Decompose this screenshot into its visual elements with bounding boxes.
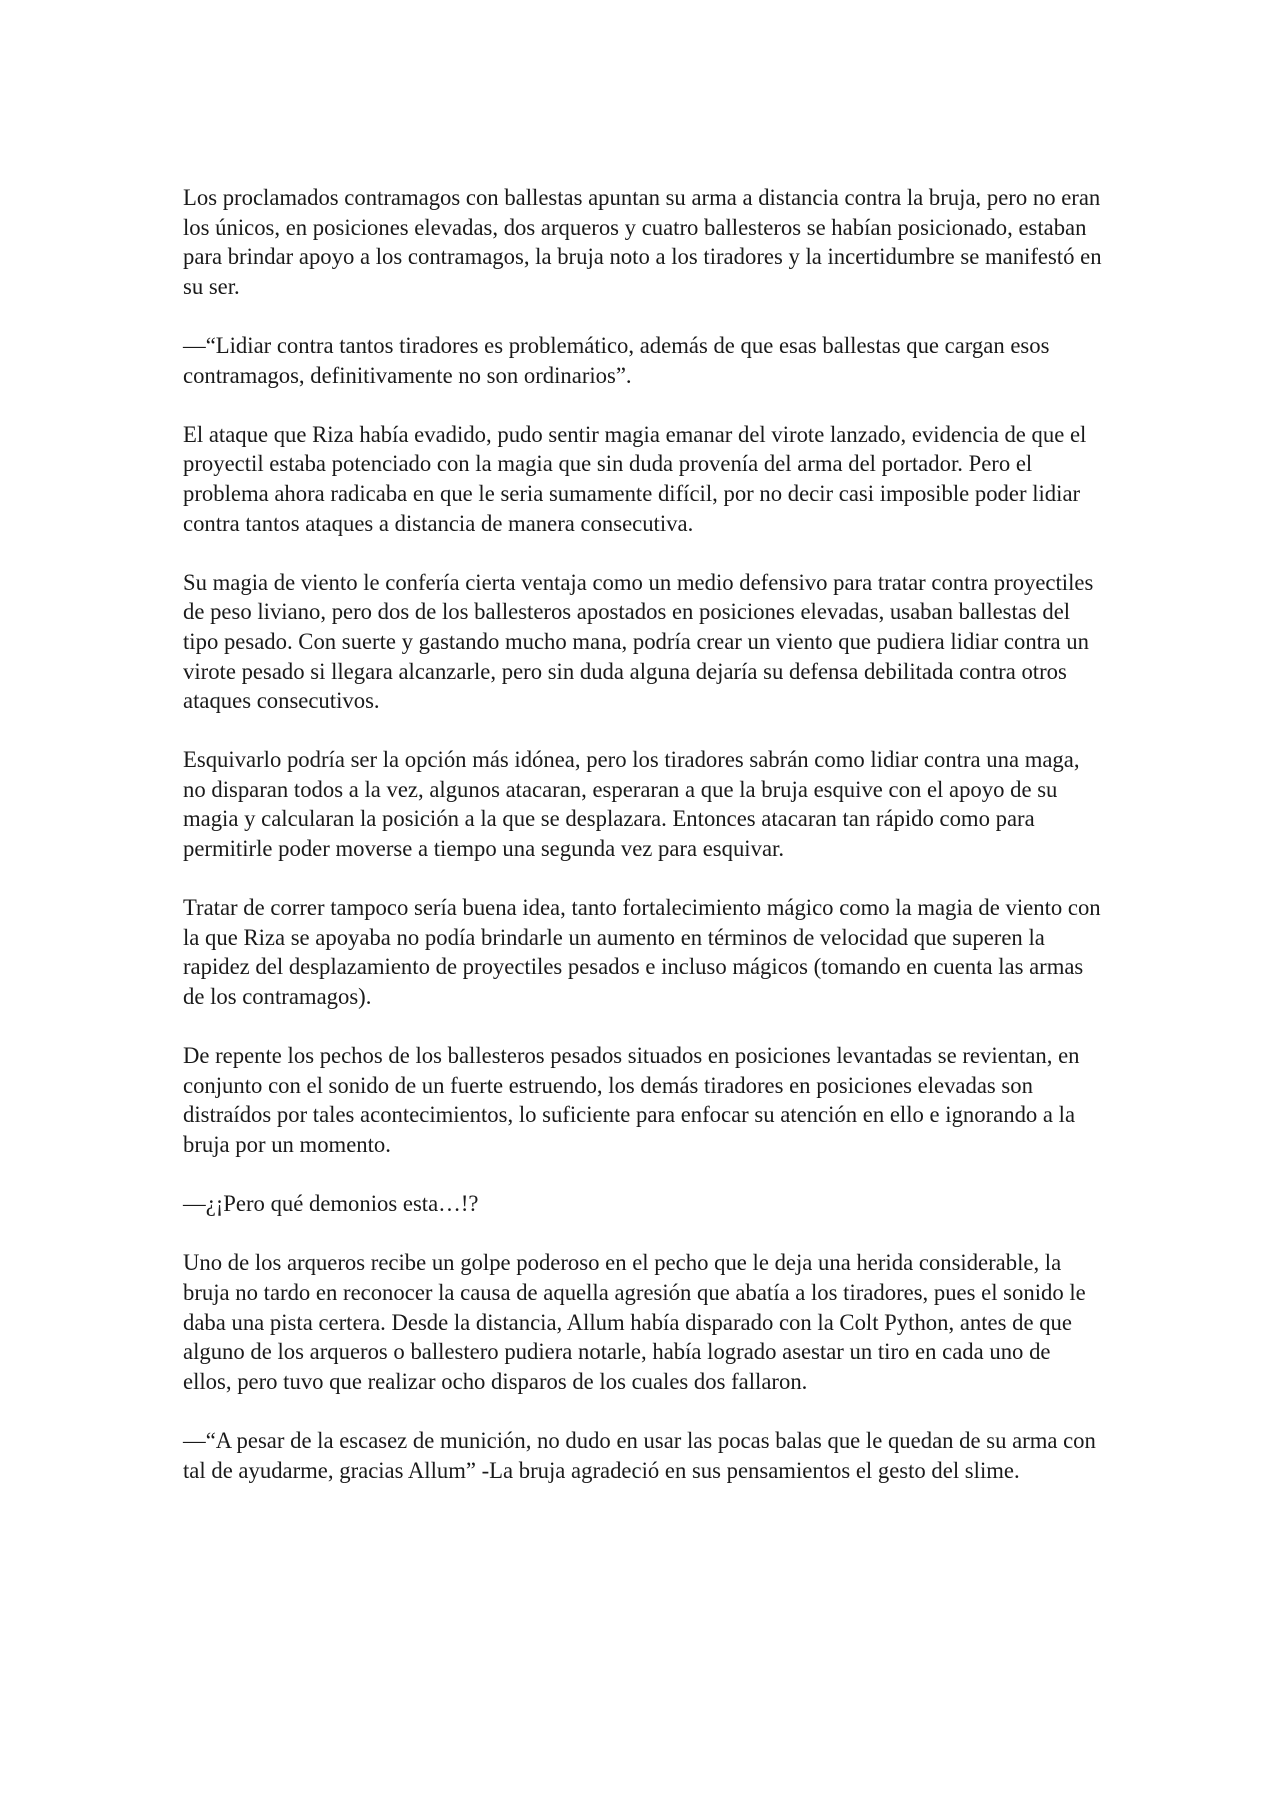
paragraph-1: Los proclamados contramagos con ballestas apuntan su arma a distancia contra la bruja, pero no eran los únicos, en posiciones elevadas, dos arqueros y cuatro ballesteros se habían posicionado, estaban para brindar apoyo a los contramagos, la bruja noto a los tiradores y la incertidumbre se manifestó en su ser. [183,185,1102,299]
paragraph-2: —“Lidiar contra tantos tiradores es problemático, además de que esas ballestas que cargan esos contramagos, definitivamente no son ordinarios”. [183,332,1050,388]
document-body [183,183,1103,1515]
paragraph-4: Su magia de viento le confería cierta ventaja como un medio defensivo para tratar contra proyectiles de peso liviano, pero dos de los ballesteros apostados en posiciones elevadas, usaban ballestas del tipo pesado. Con suerte y gastando mucho mana, podría crear un viento que pudiera lidiar contra un virote pesado si llegara alcanzarle, pero sin duda alguna dejaría su defensa debilitada contra otros ataques consecutivos. [183,569,1094,714]
paragraph-10: —“A pesar de la escasez de munición, no dudo en usar las pocas balas que le quedan de su arma con tal de ayudarme, gracias Allum” -La bruja agradeció en sus pensamientos el gesto del slime. [183,1427,1096,1483]
paragraph-3: El ataque que Riza había evadido, pudo sentir magia emanar del virote lanzado, evidencia de que el proyectil estaba potenciado con la magia que sin duda provenía del arma del portador. Pero el problema ahora radicaba en que le seria sumamente difícil, por no decir casi imposible poder lidiar contra tantos ataques a distancia de manera consecutiva. [183,421,1087,536]
paragraph-7: De repente los pechos de los ballesteros pesados situados en posiciones levantadas se revientan, en conjunto con el sonido de un fuerte estruendo, los demás tiradores en posiciones elevadas son distraídos por tales acontecimientos, lo suficiente para enfocar su atención en ello e ignorando a la bruja por un momento. [183,1043,1080,1157]
paragraph-6: Tratar de correr tampoco sería buena idea, tanto fortalecimiento mágico como la magia de viento con la que Riza se apoyaba no podía brindarle un aumento en términos de velocidad que superen la rapidez del desplazamiento de proyectiles pesados e incluso mágicos (tomando en cuenta las armas de los contramagos). [183,895,1101,1010]
paragraph-9: Uno de los arqueros recibe un golpe poderoso en el pecho que le deja una herida considerable, la bruja no tardo en reconocer la causa de aquella agresión que abatía a los tiradores, pues el sonido le daba una pista certera. Desde la distancia, Allum había disparado con la Colt Python, antes de que alguno de los arqueros o ballestero pudiera notarle, había logrado asestar un tiro en cada uno de ellos, pero tuvo que realizar ocho disparos de los cuales dos fallaron. [183,1250,1086,1394]
paragraph-8: —¿¡Pero qué demonios esta…!? [183,1191,479,1217]
paragraph-5: Esquivarlo podría ser la opción más idónea, pero los tiradores sabrán como lidiar contra una maga, no disparan todos a la vez, algunos atacaran, esperaran a que la bruja esquive con el apoyo de su magia y calcularan la posición a la que se desplazara. Entonces atacaran tan rápido como para permitirle poder moverse a tiempo una segunda vez para esquivar. [183,747,1080,862]
